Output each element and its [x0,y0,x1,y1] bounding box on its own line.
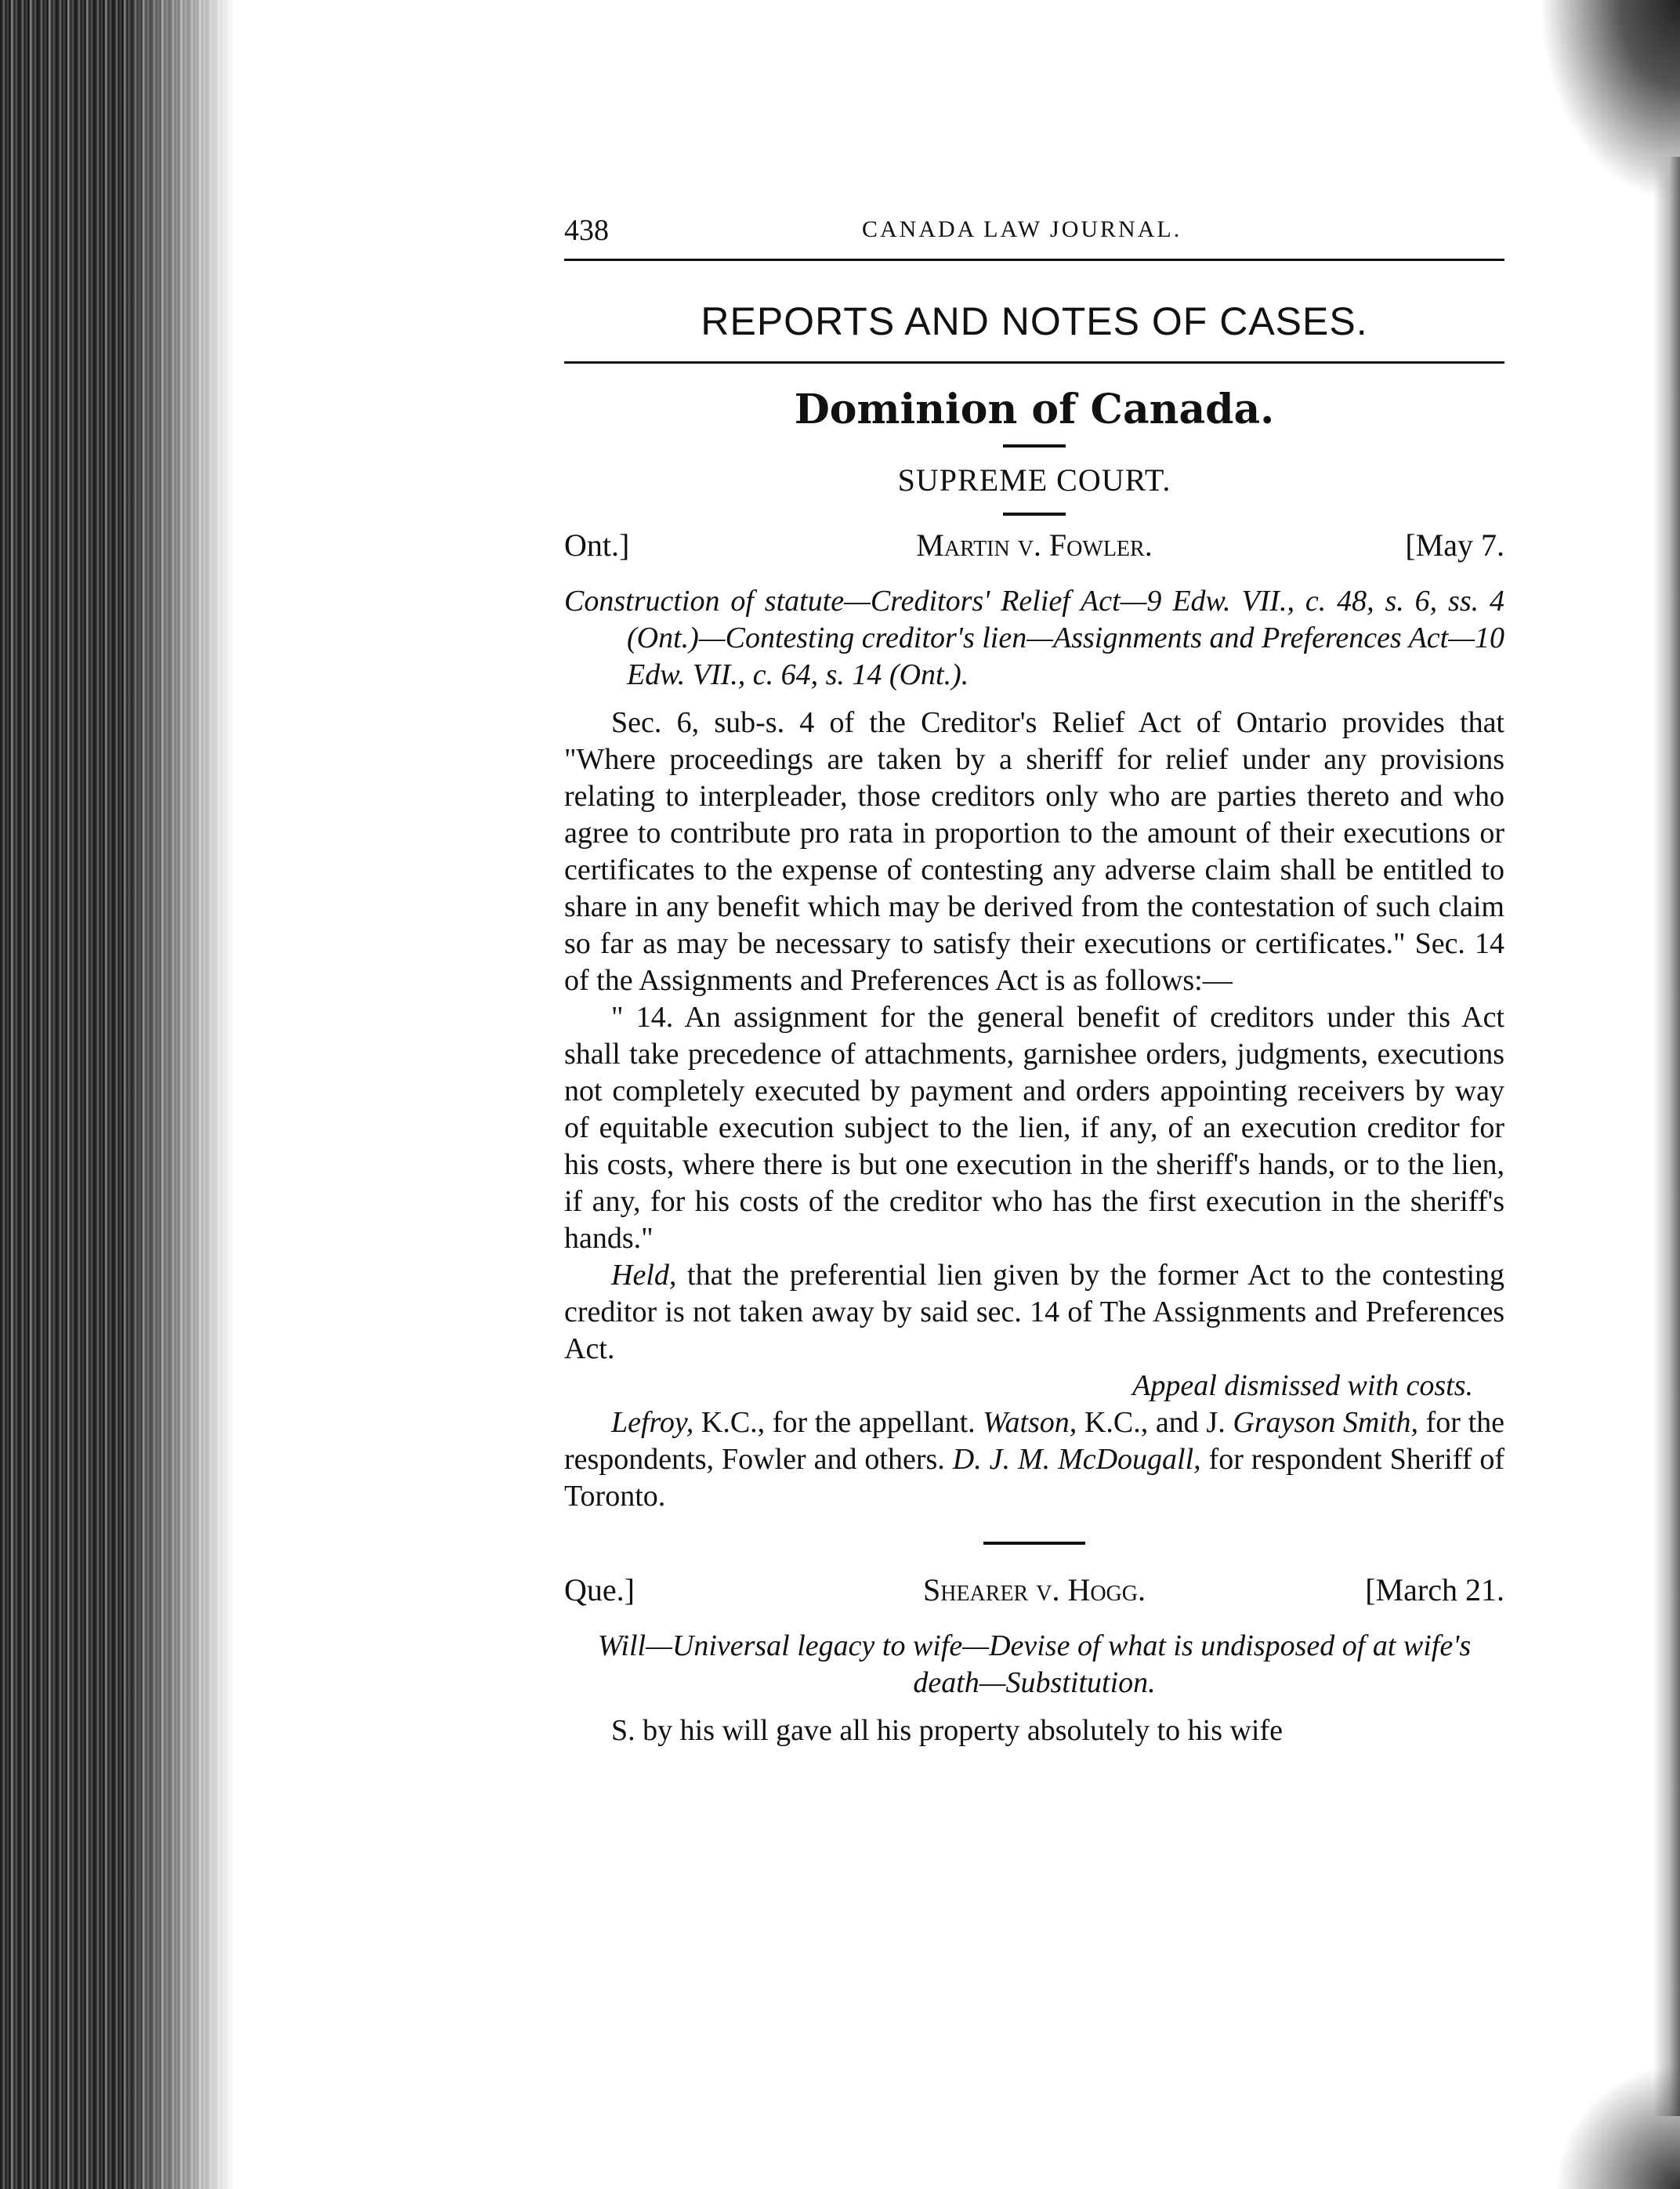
page-number: 438 [564,214,609,247]
scan-shadow-right-edge [1653,157,1680,2116]
held-text: that the preferential lien given by the former Act to the contesting creditor is not taken away by said sec. 14 of The Assignments and Preferences Act. [564,1259,1505,1365]
section-rule [564,361,1504,364]
scan-shadow-bottom-right [1555,2064,1680,2189]
case-name: Martin v. Fowler. [916,527,1153,563]
case-separator-rule [983,1542,1085,1545]
case-paragraph: " 14. An assignment for the general benefit of creditors under this Act shall take precedence of attachments, garnishee orders, judgments, executions not completely executed by payment and orders appointing receivers by way of equitable execution subject to the lien, if any, of an execution creditor for his costs, where there is but one execution in the sheriff's hands, or to the lien, if any, for his costs of the creditor who has the first execution in the sheriff's hands." [564,1001,1504,1255]
court-heading: SUPREME COURT. [897,462,1171,498]
section-title: REPORTS AND NOTES OF CASES. [701,299,1368,343]
case-province: Que.] [564,1572,635,1607]
running-header [564,212,1504,259]
case-paragraph: S. by his will gave all his property absolutely to his wife [611,1714,1284,1747]
case-catchwords: Will—Universal legacy to wife—Devise of what is undisposed of at wife's death—Substitution. [597,1629,1472,1699]
journal-page [564,212,1504,1749]
counsel-name: Watson, [983,1406,1077,1439]
counsel-name: D. J. M. McDougall, [952,1443,1201,1476]
counsel-paragraph [564,1404,1504,1515]
case-name: Shearer v. Hogg. [922,1572,1146,1607]
counsel-role: for respondent Sheriff of Toronto. [564,1443,1505,1513]
short-rule [1003,513,1066,516]
short-rule [1003,444,1066,448]
counsel-role: K.C., and J. [1084,1406,1226,1439]
held-paragraph [564,1257,1504,1368]
counsel-role: for the respondents, Fowler and others. [564,1406,1505,1476]
counsel-role: K.C., for the appellant. [701,1406,976,1439]
case-paragraph: Sec. 6, sub-s. 4 of the Creditor's Relief Act of Ontario provides that "Where proceedings are taken by a sheriff for relief under any provisions relating to interpleader, those creditors only who are parties thereto and who agree to contribute pro rata in proportion to the amount of their executions or certificates to the expense of contesting any adverse claim shall be entitled to share in any benefit which may be derived from the contestation of such claim so far as may be necessary to satisfy their executions or certificates." Sec. 14 of the Assignments and Preferences Act is as follows:— [564,706,1504,997]
held-label: Held, [611,1259,677,1292]
case-title-line [564,1571,1504,1618]
counsel-name: Lefroy, [611,1406,694,1439]
book-binding-edge [0,0,235,2189]
division-heading: Dominion of Canada. [794,386,1275,433]
case-title-line [564,527,1504,574]
disposition: Appeal dismissed with costs. [1132,1369,1473,1402]
header-rule [564,259,1504,261]
case-date: [May 7. [1405,527,1504,563]
case-date: [March 21. [1365,1572,1504,1607]
counsel-name: Grayson Smith, [1233,1406,1418,1439]
case-catchwords: Construction of statute—Creditors' Relief Act—9 Edw. VII., c. 48, s. 6, ss. 4 (Ont.)—Contesting creditor's lien—Assignments and Preferences Act—10 Edw. VII., c. 64, s. 14 (Ont.). [564,585,1504,691]
case-province: Ont.] [564,527,630,563]
journal-title: CANADA LAW JOURNAL. [862,216,1182,242]
